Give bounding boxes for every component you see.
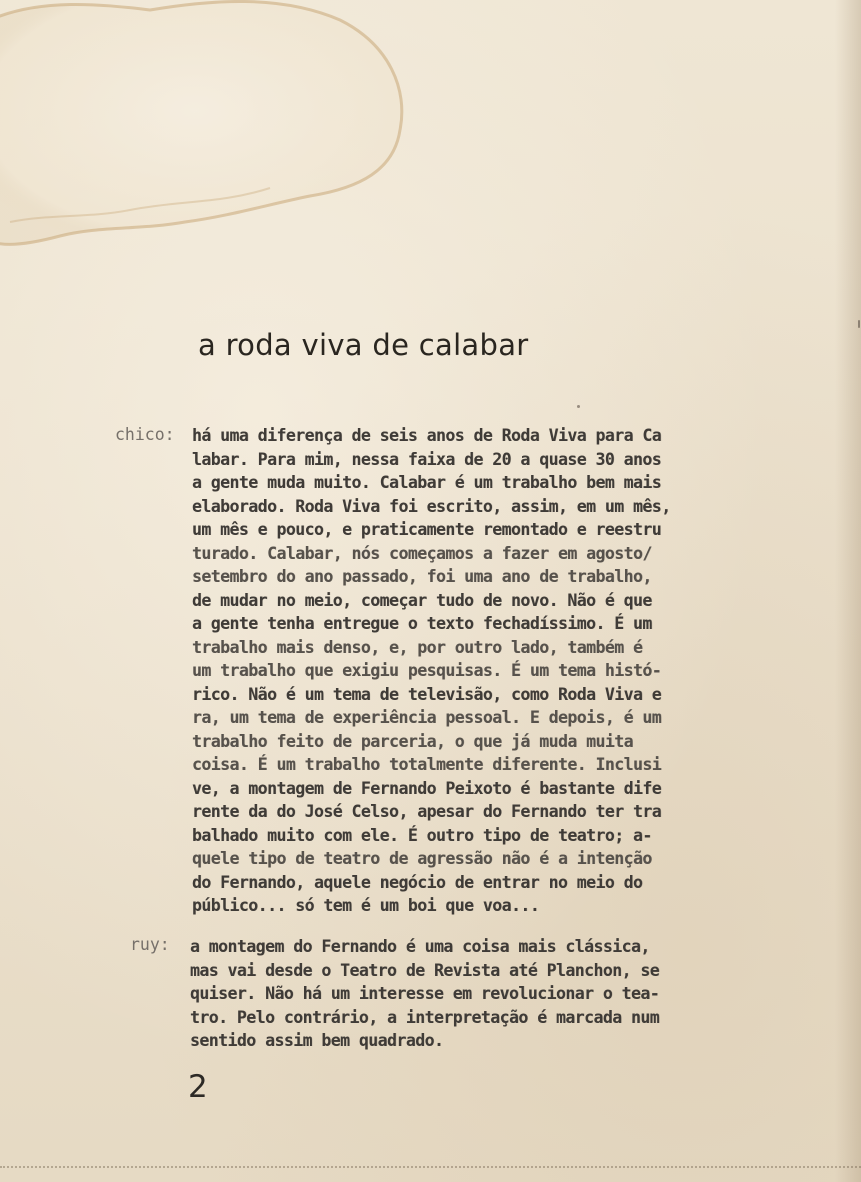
text-line: turado. Calabar, nós começamos a fazer em agosto/ [192, 543, 652, 563]
text-line: rente da do José Celso, apesar do Fernando ter tra [192, 802, 662, 821]
text-line: ve, a montagem de Fernando Peixoto é bastante dife [192, 778, 662, 798]
ink-speck [577, 405, 580, 408]
speaker-label-ruy: ruy: [130, 935, 170, 954]
text-line: a montagem do Fernando é uma coisa mais clássica, [190, 937, 650, 956]
ink-speck [858, 320, 860, 328]
text-line: sentido assim bem quadrado. [190, 1031, 444, 1050]
text-line: trabalho mais denso, e, por outro lado, também é [192, 637, 643, 657]
text-line: balhado muito com ele. É outro tipo de teatro; a- [192, 825, 652, 845]
text-line: rico. Não é um tema de televisão, como Roda Viva e [192, 684, 662, 704]
speaker-label-chico: chico: [115, 425, 175, 444]
text-line: público... só tem é um boi que voa... [192, 896, 540, 915]
text-line: um trabalho que exigiu pesquisas. É um tema histó- [192, 661, 662, 680]
text-line: setembro do ano passado, foi uma ano de trabalho, [192, 567, 652, 586]
text-line: ra, um tema de experiência pessoal. E depois, é um [192, 708, 662, 727]
text-line: quele tipo de teatro de agressão não é a intenção [192, 849, 652, 868]
text-line: há uma diferença de seis anos de Roda Viva para Ca [192, 426, 662, 445]
text-line: labar. Para mim, nessa faixa de 20 a quase 30 anos [192, 449, 662, 469]
text-line: a gente muda muito. Calabar é um trabalho bem mais [192, 473, 662, 492]
water-stain [0, 0, 420, 260]
text-line: trabalho feito de parceria, o que já muda muita [192, 731, 634, 751]
text-line: um mês e pouco, e praticamente remontado e reestru [192, 520, 662, 539]
text-line: mas vai desde o Teatro de Revista até Planchon, se [190, 960, 660, 980]
speech-block-ruy [190, 935, 800, 1053]
perforation-line [0, 1166, 861, 1168]
text-line: de mudar no meio, começar tudo de novo. Não é que [192, 590, 652, 610]
text-line: coisa. É um trabalho totalmente diferente. Inclusi [192, 755, 662, 774]
page-edge-shadow [835, 0, 861, 1182]
text-line: a gente tenha entregue o texto fechadíssimo. É um [192, 614, 652, 633]
speech-block-chico [192, 424, 802, 918]
text-line: quiser. Não há um interesse em revolucionar o tea- [190, 984, 660, 1003]
page-number: 2 [188, 1069, 208, 1105]
text-line: do Fernando, aquele negócio de entrar no meio do [192, 872, 643, 892]
text-line: elaborado. Roda Viva foi escrito, assim, em um mês, [192, 496, 671, 516]
article-title: a roda viva de calabar [198, 328, 529, 362]
text-line: tro. Pelo contrário, a interpretação é marcada num [190, 1007, 660, 1027]
